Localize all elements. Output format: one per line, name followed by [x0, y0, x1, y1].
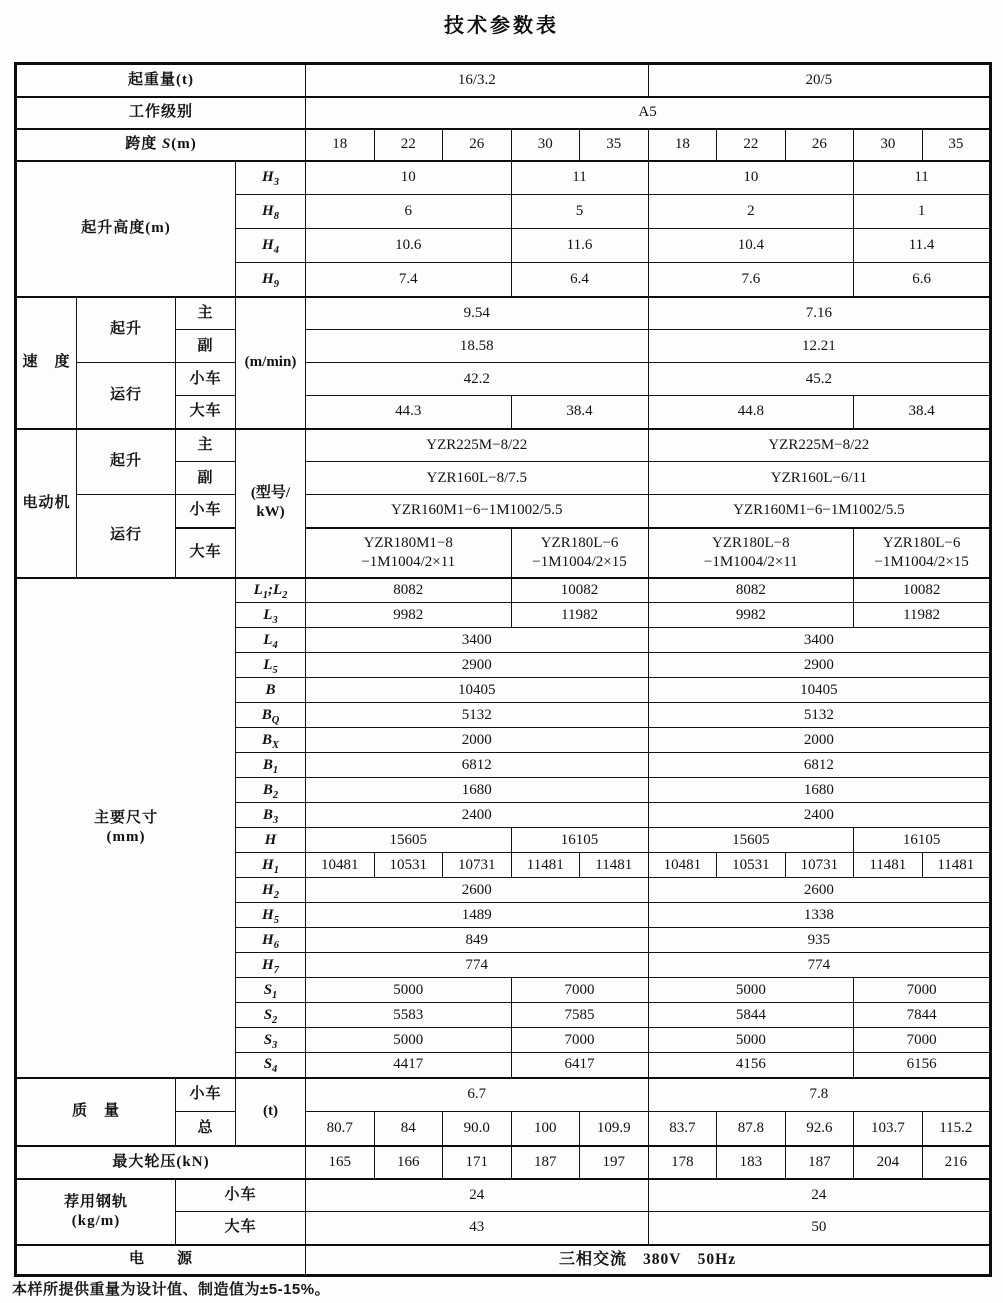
value-cell: YZR180L−6 −1M1004/2×15 — [511, 528, 648, 578]
row-label: 工作级别 — [16, 97, 306, 129]
value-cell: YZR160L−8/7.5 — [306, 462, 649, 495]
value-cell: 30 — [854, 129, 923, 161]
value-cell: 7585 — [511, 1003, 648, 1028]
value-cell: 3400 — [648, 628, 991, 653]
row-motor — [16, 495, 991, 528]
value-cell: 5000 — [306, 978, 512, 1003]
value-cell: 183 — [717, 1146, 786, 1179]
value-cell: 7844 — [854, 1003, 991, 1028]
dimension-symbol: B — [236, 678, 306, 703]
dimension-symbol: $H_6$ — [236, 928, 306, 953]
value-cell: 11.4 — [854, 229, 991, 263]
value-cell: 84 — [374, 1112, 443, 1146]
row-label: 电动机 — [16, 429, 77, 578]
value-cell: 2600 — [648, 878, 991, 903]
value-cell: 8082 — [306, 578, 512, 603]
value-cell: 11.6 — [511, 229, 648, 263]
value-cell: 1680 — [648, 778, 991, 803]
technical-parameters-table — [14, 62, 992, 1277]
dimension-symbol: H — [236, 828, 306, 853]
value-cell: 12.21 — [648, 330, 991, 363]
row-label: 起重量(t) — [16, 64, 306, 97]
value-cell: 16/3.2 — [306, 64, 649, 97]
value-cell: 87.8 — [717, 1112, 786, 1146]
row-label: 起升高度(m) — [16, 161, 236, 297]
value-cell: 6.7 — [306, 1078, 649, 1112]
value-cell: 26 — [785, 129, 854, 161]
value-cell: 2600 — [306, 878, 649, 903]
dimension-symbol: $H_5$ — [236, 903, 306, 928]
value-cell: 10481 — [306, 853, 375, 878]
value-cell: 10531 — [717, 853, 786, 878]
value-cell: 15605 — [306, 828, 512, 853]
value-cell: 11481 — [511, 853, 580, 878]
row-label: 大车 — [176, 528, 236, 578]
row-label: 总 — [176, 1112, 236, 1146]
value-cell: 90.0 — [443, 1112, 512, 1146]
power-type-label: 三相交流 — [558, 1250, 627, 1268]
value-cell: 83.7 — [648, 1112, 717, 1146]
value-cell: 92.6 — [785, 1112, 854, 1146]
value-cell: 1338 — [648, 903, 991, 928]
value-cell: 11982 — [854, 603, 991, 628]
value-cell: 7000 — [854, 978, 991, 1003]
dimension-symbol: $S_1$ — [236, 978, 306, 1003]
value-cell: 7.6 — [648, 263, 854, 297]
value-cell: YZR180L−8 −1M1004/2×11 — [648, 528, 854, 578]
value-cell: 50 — [648, 1212, 991, 1245]
value-cell: 43 — [306, 1212, 649, 1245]
value-cell: 9982 — [648, 603, 854, 628]
value-cell: 5000 — [306, 1028, 512, 1053]
value-cell: YZR160M1−6−1M1002/5.5 — [306, 495, 649, 528]
unit-label: (m/min) — [236, 297, 306, 429]
value-cell: 7.8 — [648, 1078, 991, 1112]
value-cell: 26 — [443, 129, 512, 161]
value-cell: 10405 — [648, 678, 991, 703]
row-capacity — [16, 64, 991, 97]
row-motor — [16, 429, 991, 462]
value-cell: 2 — [648, 195, 854, 229]
value-cell: 935 — [648, 928, 991, 953]
value-cell: 38.4 — [854, 396, 991, 429]
value-cell: 45.2 — [648, 363, 991, 396]
value-cell: 10731 — [785, 853, 854, 878]
value-cell: 4417 — [306, 1053, 512, 1078]
value-cell: 18 — [648, 129, 717, 161]
value-cell: YZR225M−8/22 — [306, 429, 649, 462]
value-cell: 80.7 — [306, 1112, 375, 1146]
row-label: 副 — [176, 330, 236, 363]
dimension-symbol: $B_3$ — [236, 803, 306, 828]
value-cell: 24 — [648, 1179, 991, 1212]
value-cell: 5844 — [648, 1003, 854, 1028]
value-cell: 38.4 — [511, 396, 648, 429]
dimension-symbol: $L_5$ — [236, 653, 306, 678]
value-cell: 11 — [511, 161, 648, 195]
value-cell: 7000 — [854, 1028, 991, 1053]
dimension-symbol: $L_3$ — [236, 603, 306, 628]
value-cell: 2900 — [648, 653, 991, 678]
row-label: 速 度 — [16, 297, 77, 429]
row-label: 运行 — [77, 495, 176, 578]
value-cell: 774 — [306, 953, 649, 978]
value-cell: 30 — [511, 129, 580, 161]
value-cell: 774 — [648, 953, 991, 978]
row-label: 小车 — [176, 1078, 236, 1112]
row-label: 电 源 — [16, 1245, 306, 1276]
row-label: 质 量 — [16, 1078, 176, 1146]
row-label: 主要尺寸 (mm) — [16, 578, 236, 1078]
value-cell: 6.6 — [854, 263, 991, 297]
value-cell: YZR160M1−6−1M1002/5.5 — [648, 495, 991, 528]
value-cell: 11481 — [580, 853, 649, 878]
row-duty — [16, 97, 991, 129]
power-rating-value: 380V 50Hz — [643, 1250, 737, 1268]
value-cell: 10531 — [374, 853, 443, 878]
row-label: 大车 — [176, 1212, 306, 1245]
value-cell: 10 — [306, 161, 512, 195]
dimension-symbol: $H_1$ — [236, 853, 306, 878]
value-cell: 7.16 — [648, 297, 991, 330]
value-cell: 197 — [580, 1146, 649, 1179]
value-cell: 6417 — [511, 1053, 648, 1078]
value-cell: 6.4 — [511, 263, 648, 297]
row-label: 副 — [176, 462, 236, 495]
value-cell: 10082 — [511, 578, 648, 603]
value-cell: 18 — [306, 129, 375, 161]
value-cell: 178 — [648, 1146, 717, 1179]
value-cell: 187 — [785, 1146, 854, 1179]
value-cell: 204 — [854, 1146, 923, 1179]
value-cell: 187 — [511, 1146, 580, 1179]
row-mass — [16, 1078, 991, 1112]
dimension-symbol: $B_2$ — [236, 778, 306, 803]
value-cell: 6812 — [306, 753, 649, 778]
row-label: 运行 — [77, 363, 176, 429]
value-cell: 5132 — [306, 703, 649, 728]
row-lift — [16, 161, 991, 195]
row-label: 起升 — [77, 429, 176, 495]
unit-label: (型号/ kW) — [236, 429, 306, 578]
value-cell: 5132 — [648, 703, 991, 728]
value-cell: 216 — [922, 1146, 991, 1179]
dimension-symbol: $H_7$ — [236, 953, 306, 978]
value-cell: 849 — [306, 928, 649, 953]
value-cell: 10082 — [854, 578, 991, 603]
value-cell: 1680 — [306, 778, 649, 803]
value-cell: 166 — [374, 1146, 443, 1179]
value-cell: 6812 — [648, 753, 991, 778]
value-cell: 2400 — [648, 803, 991, 828]
value-cell: 109.9 — [580, 1112, 649, 1146]
power-supply-value — [306, 1245, 991, 1276]
value-cell: 165 — [306, 1146, 375, 1179]
value-cell: 35 — [922, 129, 991, 161]
value-cell: 16105 — [511, 828, 648, 853]
value-cell: 10405 — [306, 678, 649, 703]
value-cell: 22 — [374, 129, 443, 161]
dimension-symbol: $L_1;L_2$ — [236, 578, 306, 603]
value-cell: 4156 — [648, 1053, 854, 1078]
value-cell: 44.3 — [306, 396, 512, 429]
value-cell: 42.2 — [306, 363, 649, 396]
value-cell: 103.7 — [854, 1112, 923, 1146]
value-cell: 44.8 — [648, 396, 854, 429]
value-cell: 115.2 — [922, 1112, 991, 1146]
value-cell: 11481 — [922, 853, 991, 878]
value-cell: 5583 — [306, 1003, 512, 1028]
row-rail — [16, 1179, 991, 1212]
row-power — [16, 1245, 991, 1276]
value-cell: 15605 — [648, 828, 854, 853]
value-cell: 1 — [854, 195, 991, 229]
row-wheel — [16, 1146, 991, 1179]
value-cell: 10 — [648, 161, 854, 195]
value-cell: 8082 — [648, 578, 854, 603]
value-cell: 35 — [580, 129, 649, 161]
value-cell: 7000 — [511, 978, 648, 1003]
value-cell: 20/5 — [648, 64, 991, 97]
value-cell: 10731 — [443, 853, 512, 878]
row-label: 小车 — [176, 1179, 306, 1212]
value-cell: 6 — [306, 195, 512, 229]
row-speed — [16, 297, 991, 330]
row-span — [16, 129, 991, 161]
value-cell: 9.54 — [306, 297, 649, 330]
row-label: 荐用钢轨 (kg/m) — [16, 1179, 176, 1245]
dimension-symbol: $L_4$ — [236, 628, 306, 653]
value-cell: 10.6 — [306, 229, 512, 263]
row-label: 最大轮压(kN) — [16, 1146, 306, 1179]
value-cell: YZR160L−6/11 — [648, 462, 991, 495]
dimension-symbol: $S_2$ — [236, 1003, 306, 1028]
dimension-symbol: $H_2$ — [236, 878, 306, 903]
value-cell: 5 — [511, 195, 648, 229]
dimension-symbol: $H_9$ — [236, 263, 306, 297]
value-cell: 5000 — [648, 978, 854, 1003]
value-cell: 2000 — [648, 728, 991, 753]
value-cell: 22 — [717, 129, 786, 161]
dimension-symbol: $B_1$ — [236, 753, 306, 778]
value-cell: 24 — [306, 1179, 649, 1212]
row-speed — [16, 363, 991, 396]
value-cell: 5000 — [648, 1028, 854, 1053]
page-title: 技术参数表 — [444, 15, 559, 37]
row-dims — [16, 578, 991, 603]
value-cell: 6156 — [854, 1053, 991, 1078]
value-cell: 16105 — [854, 828, 991, 853]
value-cell: 10.4 — [648, 229, 854, 263]
value-cell: 100 — [511, 1112, 580, 1146]
footnote: 本样所提供重量为设计值、制造值为±5-15%。 — [12, 1281, 331, 1298]
row-label: 主 — [176, 297, 236, 330]
dimension-symbol: $S_4$ — [236, 1053, 306, 1078]
dimension-symbol: $H_3$ — [236, 161, 306, 195]
dimension-symbol: $B_Q$ — [236, 703, 306, 728]
value-cell: 3400 — [306, 628, 649, 653]
row-label: 主 — [176, 429, 236, 462]
row-label: 小车 — [176, 495, 236, 528]
value-cell: 2000 — [306, 728, 649, 753]
value-cell: 11982 — [511, 603, 648, 628]
value-cell: 10481 — [648, 853, 717, 878]
value-cell: 11 — [854, 161, 991, 195]
value-cell: YZR180L−6 −1M1004/2×15 — [854, 528, 991, 578]
dimension-symbol: $H_8$ — [236, 195, 306, 229]
dimension-symbol: $H_4$ — [236, 229, 306, 263]
unit-label: (t) — [236, 1078, 306, 1146]
dimension-symbol: $B_X$ — [236, 728, 306, 753]
table-body — [16, 64, 991, 1276]
value-cell: 11481 — [854, 853, 923, 878]
dimension-symbol: $S_3$ — [236, 1028, 306, 1053]
value-cell: 171 — [443, 1146, 512, 1179]
value-cell: 2400 — [306, 803, 649, 828]
value-cell: A5 — [306, 97, 991, 129]
value-cell: YZR225M−8/22 — [648, 429, 991, 462]
row-label: 跨度 S(m) — [16, 129, 306, 161]
value-cell: YZR180M1−8 −1M1004/2×11 — [306, 528, 512, 578]
value-cell: 9982 — [306, 603, 512, 628]
row-label: 大车 — [176, 396, 236, 429]
value-cell: 2900 — [306, 653, 649, 678]
value-cell: 7.4 — [306, 263, 512, 297]
row-label: 起升 — [77, 297, 176, 363]
value-cell: 18.58 — [306, 330, 649, 363]
value-cell: 1489 — [306, 903, 649, 928]
value-cell: 7000 — [511, 1028, 648, 1053]
row-label: 小车 — [176, 363, 236, 396]
